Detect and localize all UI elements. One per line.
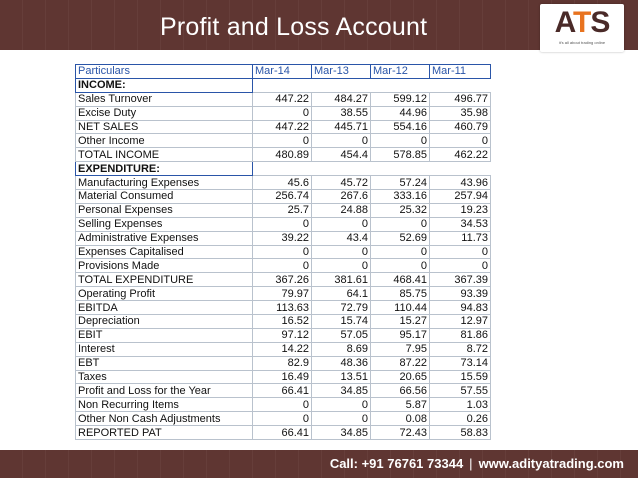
value-cell: 38.55	[312, 106, 371, 120]
value-cell: 57.05	[312, 328, 371, 342]
value-cell: 445.71	[312, 120, 371, 134]
profit-loss-table	[75, 64, 491, 440]
section-header-row	[76, 162, 491, 176]
table-row	[76, 287, 491, 301]
value-cell: 82.9	[253, 356, 312, 370]
value-cell: 0	[253, 134, 312, 148]
value-cell: 81.86	[430, 328, 491, 342]
table-row	[76, 245, 491, 259]
row-label: Provisions Made	[76, 259, 253, 273]
value-cell: 0	[371, 259, 430, 273]
value-cell: 0	[253, 217, 312, 231]
value-cell: 0	[371, 245, 430, 259]
value-cell: 5.87	[371, 398, 430, 412]
table-row	[76, 176, 491, 190]
value-cell: 447.22	[253, 92, 312, 106]
value-cell: 0	[253, 398, 312, 412]
column-header-year: Mar-12	[371, 65, 430, 79]
value-cell: 480.89	[253, 148, 312, 162]
value-cell: 462.22	[430, 148, 491, 162]
value-cell: 0	[253, 245, 312, 259]
value-cell: 0	[312, 259, 371, 273]
value-cell: 267.6	[312, 190, 371, 204]
value-cell: 45.72	[312, 176, 371, 190]
value-cell: 13.51	[312, 370, 371, 384]
row-label: Other Non Cash Adjustments	[76, 412, 253, 426]
value-cell: 94.83	[430, 301, 491, 315]
table-row	[76, 315, 491, 329]
table-row	[76, 370, 491, 384]
value-cell: 85.75	[371, 287, 430, 301]
value-cell: 58.83	[430, 426, 491, 440]
table-header-row	[76, 65, 491, 79]
value-cell: 16.49	[253, 370, 312, 384]
logo-letter-t: T	[573, 6, 591, 39]
row-label: EBIT	[76, 328, 253, 342]
table-row	[76, 328, 491, 342]
row-label: Selling Expenses	[76, 217, 253, 231]
value-cell: 0	[312, 217, 371, 231]
row-label: Manufacturing Expenses	[76, 176, 253, 190]
value-cell: 333.16	[371, 190, 430, 204]
value-cell: 35.98	[430, 106, 491, 120]
value-cell: 113.63	[253, 301, 312, 315]
value-cell: 484.27	[312, 92, 371, 106]
table-row	[76, 106, 491, 120]
value-cell: 367.26	[253, 273, 312, 287]
value-cell: 15.27	[371, 315, 430, 329]
row-label: EBITDA	[76, 301, 253, 315]
section-label: INCOME:	[76, 78, 253, 92]
value-cell: 15.74	[312, 315, 371, 329]
value-cell: 24.88	[312, 203, 371, 217]
table-row	[76, 148, 491, 162]
table-row	[76, 273, 491, 287]
value-cell: 460.79	[430, 120, 491, 134]
logo-letter-a: A	[554, 6, 574, 39]
row-label: Profit and Loss for the Year	[76, 384, 253, 398]
row-label: Taxes	[76, 370, 253, 384]
footer-call: Call: +91 76761 73344	[329, 456, 464, 471]
table-row	[76, 134, 491, 148]
logo-tagline: it's all about trading online	[558, 40, 606, 45]
value-cell: 14.22	[253, 342, 312, 356]
value-cell: 0	[312, 245, 371, 259]
value-cell: 20.65	[371, 370, 430, 384]
value-cell: 454.4	[312, 148, 371, 162]
value-cell: 367.39	[430, 273, 491, 287]
value-cell: 52.69	[371, 231, 430, 245]
value-cell: 0	[430, 245, 491, 259]
value-cell: 0	[253, 412, 312, 426]
row-label: Excise Duty	[76, 106, 253, 120]
value-cell: 43.4	[312, 231, 371, 245]
value-cell: 66.41	[253, 426, 312, 440]
value-cell: 45.6	[253, 176, 312, 190]
table-row	[76, 342, 491, 356]
value-cell: 7.95	[371, 342, 430, 356]
footer-website[interactable]: www.adityatrading.com	[478, 456, 624, 471]
value-cell: 25.7	[253, 203, 312, 217]
value-cell: 256.74	[253, 190, 312, 204]
value-cell: 93.39	[430, 287, 491, 301]
value-cell: 110.44	[371, 301, 430, 315]
table-row	[76, 259, 491, 273]
value-cell: 0.26	[430, 412, 491, 426]
value-cell: 25.32	[371, 203, 430, 217]
table-row	[76, 412, 491, 426]
logo-wordmark	[540, 6, 624, 40]
table-row	[76, 384, 491, 398]
footer-contact	[330, 456, 624, 471]
value-cell: 0	[371, 134, 430, 148]
company-logo	[540, 4, 624, 52]
table-row	[76, 301, 491, 315]
column-header-year: Mar-13	[312, 65, 371, 79]
column-header-year: Mar-14	[253, 65, 312, 79]
value-cell: 11.73	[430, 231, 491, 245]
value-cell: 8.72	[430, 342, 491, 356]
value-cell: 0	[253, 259, 312, 273]
value-cell: 48.36	[312, 356, 371, 370]
row-label: Sales Turnover	[76, 92, 253, 106]
value-cell: 57.55	[430, 384, 491, 398]
value-cell: 66.56	[371, 384, 430, 398]
value-cell: 43.96	[430, 176, 491, 190]
row-label: REPORTED PAT	[76, 426, 253, 440]
value-cell: 39.22	[253, 231, 312, 245]
value-cell: 79.97	[253, 287, 312, 301]
table-row	[76, 426, 491, 440]
section-label: EXPENDITURE:	[76, 162, 253, 176]
section-empty	[253, 162, 491, 176]
value-cell: 64.1	[312, 287, 371, 301]
value-cell: 381.61	[312, 273, 371, 287]
table-row	[76, 231, 491, 245]
value-cell: 257.94	[430, 190, 491, 204]
value-cell: 57.24	[371, 176, 430, 190]
table-row	[76, 92, 491, 106]
footer-bar	[0, 450, 638, 478]
value-cell: 12.97	[430, 315, 491, 329]
table-row	[76, 120, 491, 134]
value-cell: 0	[371, 217, 430, 231]
value-cell: 599.12	[371, 92, 430, 106]
value-cell: 87.22	[371, 356, 430, 370]
row-label: EBT	[76, 356, 253, 370]
row-label: Administrative Expenses	[76, 231, 253, 245]
value-cell: 468.41	[371, 273, 430, 287]
value-cell: 72.43	[371, 426, 430, 440]
value-cell: 1.03	[430, 398, 491, 412]
row-label: TOTAL INCOME	[76, 148, 253, 162]
table-row	[76, 356, 491, 370]
table-row	[76, 217, 491, 231]
value-cell: 66.41	[253, 384, 312, 398]
column-header-year: Mar-11	[430, 65, 491, 79]
value-cell: 0	[430, 134, 491, 148]
value-cell: 578.85	[371, 148, 430, 162]
value-cell: 496.77	[430, 92, 491, 106]
page-title: Profit and Loss Account	[160, 13, 428, 41]
row-label: Personal Expenses	[76, 203, 253, 217]
row-label: Operating Profit	[76, 287, 253, 301]
value-cell: 73.14	[430, 356, 491, 370]
value-cell: 554.16	[371, 120, 430, 134]
value-cell: 16.52	[253, 315, 312, 329]
section-empty	[253, 78, 491, 92]
row-label: TOTAL EXPENDITURE	[76, 273, 253, 287]
value-cell: 0	[253, 106, 312, 120]
table-row	[76, 203, 491, 217]
row-label: Expenses Capitalised	[76, 245, 253, 259]
value-cell: 447.22	[253, 120, 312, 134]
value-cell: 8.69	[312, 342, 371, 356]
footer-separator: |	[469, 456, 473, 471]
row-label: Non Recurring Items	[76, 398, 253, 412]
value-cell: 44.96	[371, 106, 430, 120]
value-cell: 15.59	[430, 370, 491, 384]
value-cell: 0.08	[371, 412, 430, 426]
value-cell: 0	[312, 412, 371, 426]
value-cell: 97.12	[253, 328, 312, 342]
column-header-particulars: Particulars	[76, 65, 253, 79]
table-row	[76, 190, 491, 204]
value-cell: 72.79	[312, 301, 371, 315]
section-header-row	[76, 78, 491, 92]
value-cell: 34.85	[312, 426, 371, 440]
value-cell: 95.17	[371, 328, 430, 342]
value-cell: 0	[312, 398, 371, 412]
row-label: Other Income	[76, 134, 253, 148]
value-cell: 34.85	[312, 384, 371, 398]
table-row	[76, 398, 491, 412]
row-label: Interest	[76, 342, 253, 356]
header-bar	[0, 0, 638, 50]
value-cell: 0	[312, 134, 371, 148]
row-label: Material Consumed	[76, 190, 253, 204]
value-cell: 0	[430, 259, 491, 273]
logo-letter-s: S	[590, 6, 610, 39]
row-label: Depreciation	[76, 315, 253, 329]
row-label: NET SALES	[76, 120, 253, 134]
value-cell: 19.23	[430, 203, 491, 217]
value-cell: 34.53	[430, 217, 491, 231]
